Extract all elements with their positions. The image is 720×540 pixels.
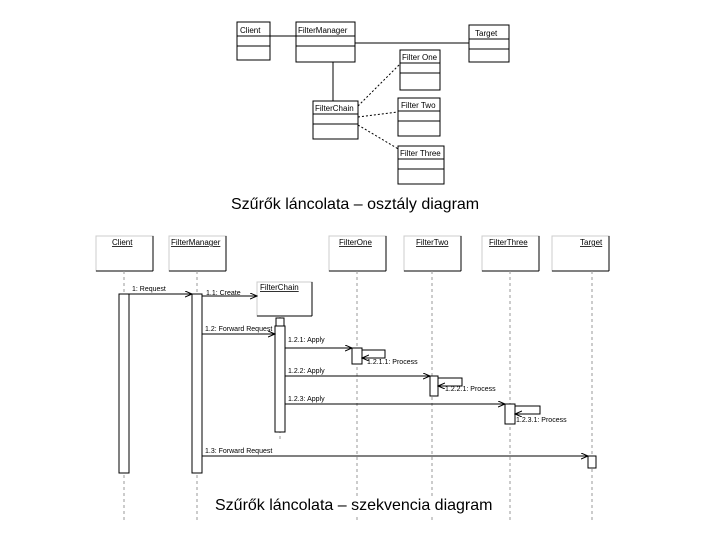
activation-filter-chain-top [276, 318, 284, 326]
class-filter-one [400, 50, 440, 90]
class-filter-manager-label: FilterManager [298, 26, 348, 35]
message-1-2-3-label: 1.2.3: Apply [288, 396, 325, 403]
message-1-2-2-1-label: 1.2.2.1: Process [445, 386, 496, 393]
class-filter-three-label: Filter Three [400, 149, 441, 158]
message-1-3-label: 1.3: Forward Request [205, 448, 273, 455]
lifeline-head-filter-manager [169, 236, 226, 271]
lifeline-filter-manager-label: FilterManager [171, 238, 221, 247]
lifeline-head-target [552, 236, 609, 271]
chain-filterthree-link [358, 125, 400, 150]
lifeline-head-filter-one [329, 236, 386, 271]
sequence-diagram [96, 236, 609, 520]
message-1-2-1-1-arrow [362, 350, 385, 358]
lifeline-target-label: Target [580, 238, 603, 247]
activation-filter-manager [192, 294, 202, 473]
lifeline-filter-three-label: FilterThree [489, 238, 528, 247]
class-target-label: Target [475, 29, 498, 38]
message-1-1-label: 1.1: Create [206, 290, 241, 297]
class-filter-three [398, 146, 444, 184]
lifeline-head-filter-two [404, 236, 461, 271]
lifeline-filter-one-label: FilterOne [339, 238, 372, 247]
message-1-2-1-1-label: 1.2.1.1: Process [367, 359, 418, 366]
message-1-2-3-1-label: 1.2.3.1: Process [516, 417, 567, 424]
message-1-2-label: 1.2: Forward Request [205, 326, 273, 333]
message-1-label: 1: Request [132, 286, 166, 293]
message-1-2-2-label: 1.2.2: Apply [288, 368, 325, 375]
class-filter-manager [296, 22, 355, 62]
class-filter-chain [313, 101, 358, 139]
lifeline-filter-two-label: FilterTwo [416, 238, 449, 247]
class-filter-two-label: Filter Two [401, 101, 436, 110]
chain-filterone-link [358, 64, 400, 106]
class-diagram-caption: Szűrők láncolata – osztály diagram [231, 196, 480, 213]
message-1-2-3-1-arrow [515, 406, 540, 414]
message-1-2-1-label: 1.2.1: Apply [288, 337, 325, 344]
class-client-label: Client [240, 26, 261, 35]
activation-target [588, 456, 596, 468]
activation-filter-two [430, 376, 438, 396]
class-filter-one-label: Filter One [402, 53, 438, 62]
class-client [237, 22, 270, 60]
activation-filter-chain [275, 326, 285, 432]
class-filter-two [398, 98, 440, 136]
activation-filter-one [352, 348, 362, 364]
lifeline-client-label: Client [112, 238, 133, 247]
lifeline-filter-chain-label: FilterChain [260, 283, 299, 292]
activation-client [119, 294, 129, 473]
activation-filter-three [505, 404, 515, 424]
sequence-diagram-caption: Szűrők láncolata – szekvencia diagram [215, 497, 493, 514]
lifeline-head-client [96, 236, 153, 271]
lifeline-head-filter-chain [257, 282, 312, 316]
message-1-2-2-1-arrow [438, 378, 462, 386]
class-diagram [237, 22, 509, 184]
lifeline-head-filter-three [482, 236, 539, 271]
class-target [469, 25, 509, 62]
chain-filtertwo-link [358, 112, 398, 117]
class-filter-chain-label: FilterChain [315, 104, 354, 113]
